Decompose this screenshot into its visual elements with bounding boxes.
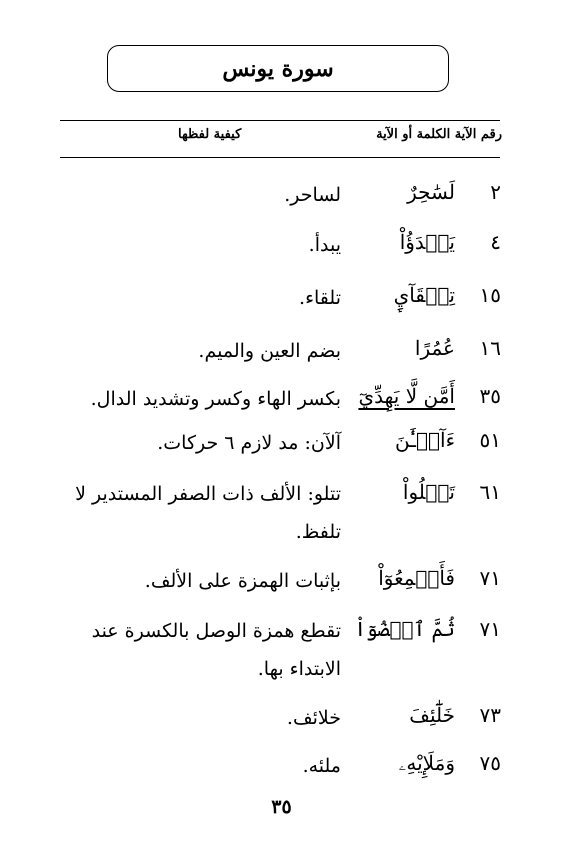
page-number: ٣٥ <box>271 796 292 818</box>
pronunciation-note: بإثبات الهمزة على الألف. <box>144 570 341 592</box>
verse-number: ٣٥ <box>479 384 501 408</box>
surah-title: سورة يونس <box>222 55 334 82</box>
quran-word: لَسَٰحِرٌ <box>407 180 455 204</box>
verse-number: ٥١ <box>479 428 501 452</box>
verse-number: ٤ <box>490 230 501 254</box>
verse-number: ٧٥ <box>479 751 501 775</box>
quran-word: خَلَٰٓئِفَ <box>409 703 455 727</box>
pronunciation-note: تقطع همزة الوصل بالكسرة عند الابتداء بها. <box>91 620 341 680</box>
verse-number: ١٥ <box>479 283 501 307</box>
surah-title-box <box>107 45 449 92</box>
pronunciation-note: تلقاء. <box>299 287 341 309</box>
quran-word: فَأَجۡمِعُوٓاْ <box>378 566 455 590</box>
verse-number: ٧٣ <box>479 703 501 727</box>
header-verse-number-and-word: رقم الآية الكلمة أو الآية <box>376 127 502 142</box>
verse-number: ٢ <box>490 180 501 204</box>
verse-number: ٧١ <box>479 566 501 590</box>
header-bottom-rule <box>60 157 500 158</box>
pronunciation-note: بكسر الهاء وكسر وتشديد الدال. <box>90 388 341 410</box>
pronunciation-note: ملئه. <box>302 755 341 777</box>
quran-word: يَبۡدَؤُاْ <box>399 230 455 254</box>
quran-word: وَمَلَإِيْهِۦ <box>398 751 455 775</box>
pronunciation-note: يبدأ. <box>308 234 341 256</box>
pronunciation-note: بضم العين والميم. <box>198 340 341 362</box>
pronunciation-note: آلآن: مد لازم ٦ حركات. <box>157 432 341 454</box>
verse-number: ١٦ <box>479 336 501 360</box>
quran-word: تِلۡقَآيِٕ <box>393 283 455 307</box>
quran-word: عُمُرًا <box>414 336 455 360</box>
quran-word: ثُمَّ ٱقۡضُوٓاْ <box>354 617 455 641</box>
quran-word: تَتۡلُواْ <box>402 480 455 504</box>
pronunciation-note: خلائف. <box>286 707 341 729</box>
verse-number: ٧١ <box>479 617 501 641</box>
header-pronunciation: كيفية لفظها <box>178 127 242 142</box>
quran-word: أَمَّن لَّا يَهِدِّيٓ <box>358 384 455 408</box>
pronunciation-note: تتلو: الألف ذات الصفر المستدير لا تلفظ. <box>75 483 341 543</box>
header-top-rule <box>60 120 500 121</box>
quran-word: ءَآلۡـَٰٔنَ <box>394 428 455 452</box>
pronunciation-note: لساحر. <box>284 184 341 206</box>
verse-number: ٦١ <box>479 480 501 504</box>
